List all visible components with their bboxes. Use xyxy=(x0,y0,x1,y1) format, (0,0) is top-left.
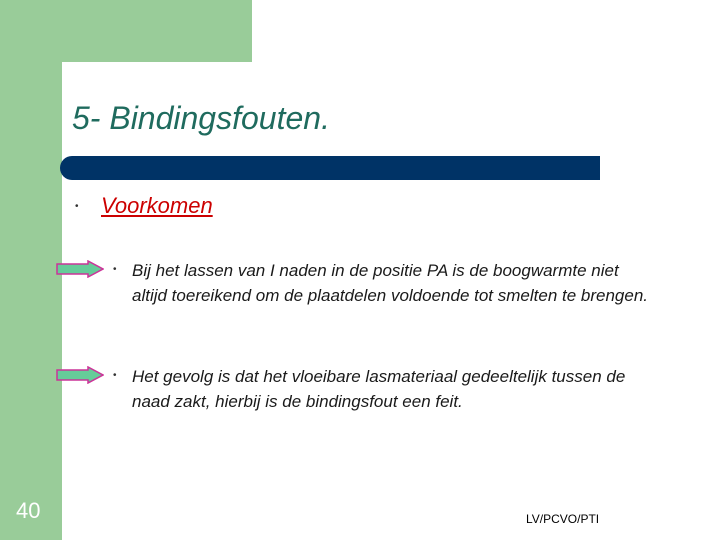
arrow-right-icon xyxy=(56,260,104,278)
arrow-right-icon xyxy=(56,366,104,384)
list-item-text: Bij het lassen van I naden in de positie PA is de boogwarmte niet altijd toereikend om de plaatdelen voldoende tot smelten te brengen. xyxy=(132,261,649,305)
section-heading: Voorkomen xyxy=(101,193,213,218)
bullet-dot: • xyxy=(113,370,117,381)
slide-title: 5- Bindingsfouten. xyxy=(72,100,330,136)
bullet-dot: • xyxy=(113,264,117,275)
list-item-text: Het gevolg is dat het vloeibare lasmateriaal gedeeltelijk tussen de naad zakt, hierbij is de bindingsfout een feit. xyxy=(132,367,626,411)
bullet-dot: • xyxy=(75,201,79,212)
page-number: 40 xyxy=(16,498,41,523)
footer-text: LV/PCVO/PTI xyxy=(526,512,600,526)
green-left-band xyxy=(0,0,62,540)
title-underline-bar xyxy=(60,156,600,180)
